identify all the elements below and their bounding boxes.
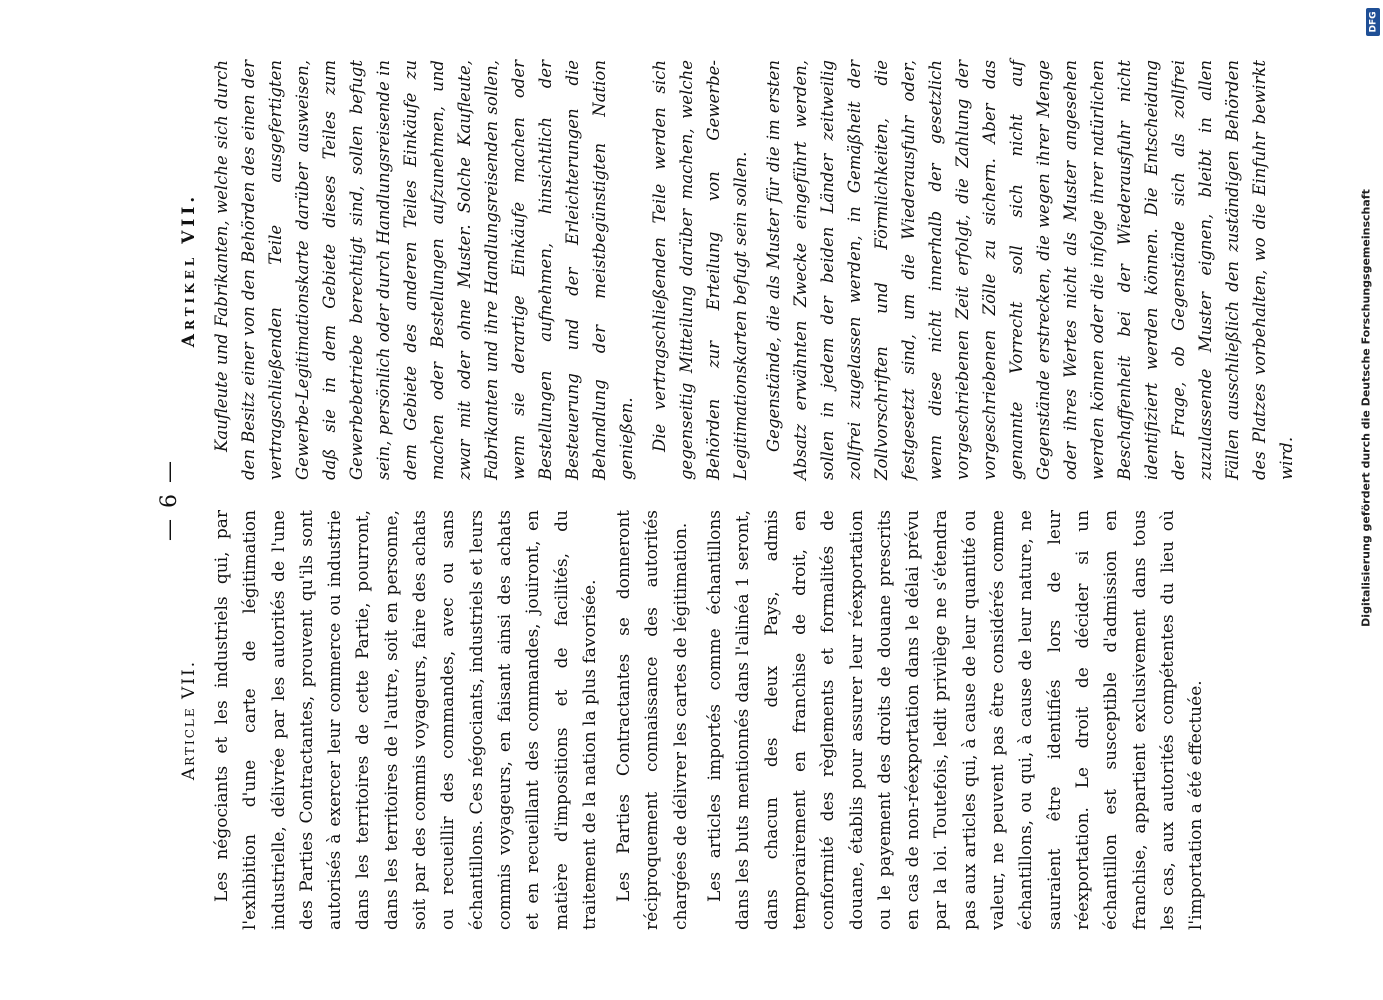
german-paragraph-2: Die vertragschließenden Teile werden sich gegenseitig Mitteilung darüber machen, welche Behörden zur Erteilung von Gewerbe-Legitimationskarten befugt sein sollen. xyxy=(650,60,750,480)
german-column xyxy=(170,60,1306,480)
french-paragraph-2: Les Parties Contractantes se donneront réciproquement connaissance des autorités chargées de délivrer les cartes de légitimation. xyxy=(614,510,691,930)
rotated-document-page xyxy=(150,50,1296,950)
german-paragraph-1: Kaufleute und Fabrikanten, welche sich durch den Besitz einer von den Behörden des einen der vertragschließenden Teile ausgefertigten Gewerbe-Legitimationskarte darüber ausweisen, daß sie in dem Gebiete dieses Teiles zum Gewerbebetriebe berechtigt sind, sollen befugt sein, persönlich oder durch Handlungsreisende in dem Gebiete des anderen Teiles Einkäufe zu machen oder Bestellungen aufzunehmen, und zwar mit oder ohne Muster. Solche Kaufleute, Fabrikanten und ihre Handlungsreisenden sollen, wenn sie derartige Einkäufe machen oder Bestellungen aufnehmen, hinsichtlich der Besteuerung und der Erleichterungen die Behandlung der meistbegünstigten Nation genießen. xyxy=(212,60,636,480)
digitization-footer xyxy=(1350,8,1382,992)
dfg-logo-text: DFG xyxy=(1368,11,1379,33)
german-paragraph-3: Gegenstände, die als Muster für die im ersten Absatz erwähnten Zwecke eingeführt werden, sollen in jedem der beiden Länder zeitweilig zollfrei zugelassen werden, in Gemäßheit der Zollvorschriften und Förmlichkeiten, die festgesetzt sind, um die Wiederausfuhr oder, wenn diese nicht innerhalb der gesetzlich vorgeschriebenen Zeit erfolgt, die Zahlung der vorgeschriebenen Zölle zu sichern. Aber das genannte Vorrecht soll sich nicht auf Gegenstände erstrecken, die wegen ihrer Menge oder ihres Wertes nicht als Muster angesehen werden können oder die infolge ihrer natürlichen Beschaffenheit bei der Wiederausfuhr nicht identifiziert werden können. Die Entscheidung der Frage, ob Gegenstände sich als zollfrei zuzulassende Muster eignen, bleibt in allen Fällen ausschließlich den zuständigen Behörden des Platzes vorbehalten, wo die Einfuhr bewirkt wird. xyxy=(764,60,1296,480)
page-number: — 6 — xyxy=(157,459,182,541)
dfg-logo xyxy=(1366,8,1380,36)
french-paragraph-1: Les négociants et les industriels qui, par l'exhibition d'une carte de légitimation industrielle, délivrée par les autorités de l'une des Parties Contractantes, prouvent qu'ils sont autorisés à exercer leur commerce ou industrie dans les territoires de cette Partie, pourront, dans les territoires de l'autre, soit en personne, soit par des commis voyageurs, faire des achats ou recueillir des commandes, avec ou sans échantillons. Ces négociants, industriels et leurs commis voyageurs, en faisant ainsi des achats et en recueillant des commandes, jouiront, en matière d'impositions et de facilités, du traitement de la nation la plus favorisée. xyxy=(212,510,600,930)
french-article-heading: Article VII. xyxy=(179,659,199,781)
french-paragraph-3: Les articles importés comme échantillons dans les buts mentionnés dans l'alinéa 1 seront, dans chacun des deux Pays, admis temporairement en franchise de droit, en conformité des règlements et formalités de douane, établis pour assurer leur réexportation ou le payement des droits de douane prescrits en cas de non-réexportation dans le délai prévu par la loi. Toutefois, ledit privilège ne s'étendra pas aux articles qui, à cause de leur quantité ou valeur, ne peuvent pas être considérés comme échantillons, ou qui, à cause de leur nature, ne sauraient être identifiés lors de leur réexportation. Le droit de décider si un échantillon est susceptible d'admission en franchise, appartient exclusivement dans tous les cas, aux autorités compétentes du lieu où l'importation a été effectuée. xyxy=(705,510,1207,930)
german-article-heading: Artikel VII. xyxy=(179,192,199,348)
digitization-note: Digitalisierung gefördert durch die Deutsche Forschungsgemeinschaft xyxy=(1359,189,1373,627)
french-column xyxy=(170,510,1216,930)
